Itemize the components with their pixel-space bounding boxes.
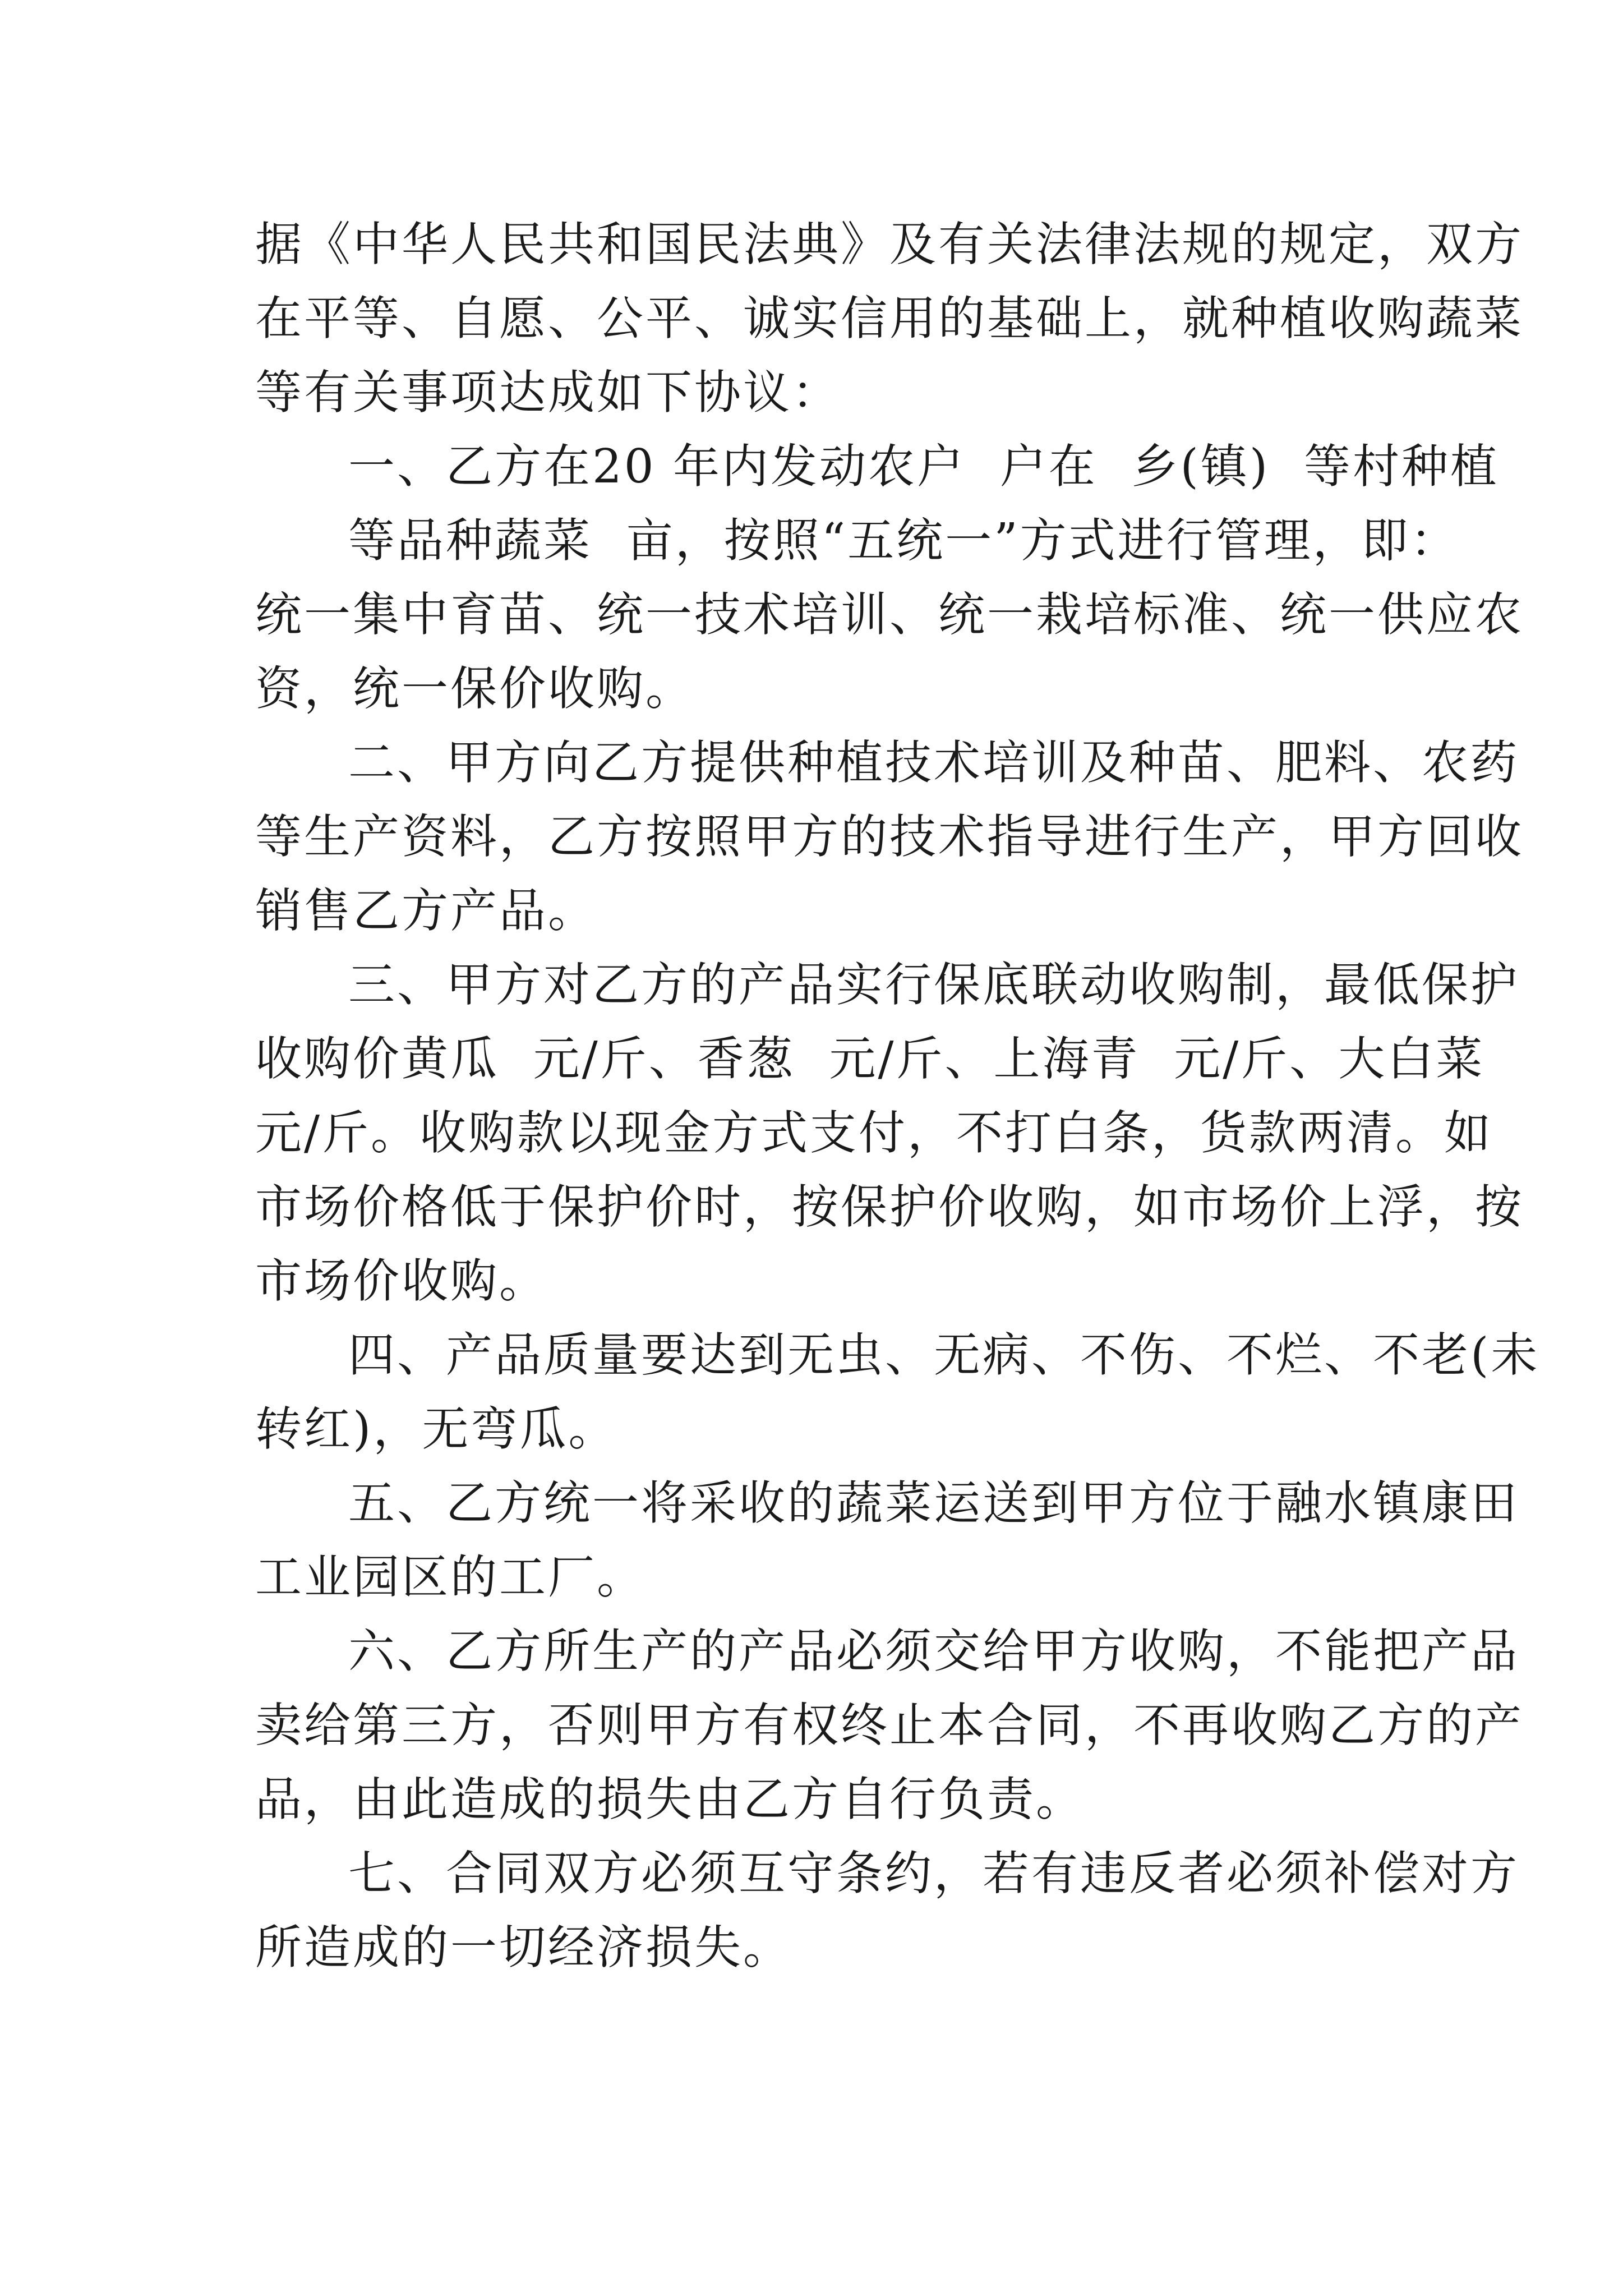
intro-paragraph [255,208,1524,430]
text-line: 据《中华人民共和国民法典》及有关法律法规的规定，双方 [255,217,1524,272]
text-line: 卖给第三方，否则甲方有权终止本合同，不再收购乙方的产 [255,1698,1524,1752]
text-line: 元/斤。收购款以现金方式支付，不打白条，货款两清。如 [255,1106,1493,1160]
clause-3-paragraph [255,948,1524,1318]
text-line: 销售乙方产品。 [255,884,597,938]
clause-1-continued-paragraph [255,578,1524,726]
text-line: 等品种蔬菜 亩，按照“五统一”方式进行管理，即： [348,513,1459,568]
clause-7-paragraph [255,1837,1519,1985]
text-line: 市场价格低于保护价时，按保护价收购，如市场价上浮，按 [255,1180,1524,1234]
document-page [255,208,1540,1985]
text-line: 品，由此造成的损失由乙方自行负责。 [255,1772,1085,1826]
text-line: 二、甲方向乙方提供种植技术培训及种苗、肥料、农药 [348,735,1519,790]
text-line: 市场价收购。 [255,1254,548,1308]
text-line: 三、甲方对乙方的产品实行保底联动收购制，最低保护 [348,958,1519,1012]
clause-5-paragraph [255,1466,1519,1614]
text-line: 一、乙方在20 年内发动农户 户在 乡(镇) 等村种植 [348,439,1500,494]
text-line: 六、乙方所生产的产品必须交给甲方收购，不能把产品 [348,1624,1519,1678]
text-line: 资，统一保价收购。 [255,661,694,716]
text-line: 收购价黄瓜 元/斤、香葱 元/斤、上海青 元/斤、大白菜 [255,1032,1485,1086]
clause-1-paragraph [255,430,1500,578]
clause-4-paragraph [255,1318,1540,1466]
text-line: 在平等、自愿、公平、诚实信用的基础上，就种植收购蔬菜 [255,291,1524,346]
clause-6-paragraph [255,1614,1524,1837]
clause-2-paragraph [255,726,1524,948]
text-line: 七、合同双方必须互守条约，若有违反者必须补偿对方 [348,1846,1519,1901]
text-line: 所造成的一切经济损失。 [255,1920,792,1975]
text-line: 等生产资料，乙方按照甲方的技术指导进行生产，甲方回收 [255,809,1524,864]
text-line: 工业园区的工厂。 [255,1550,645,1604]
text-line: 五、乙方统一将采收的蔬菜运送到甲方位于融水镇康田 [348,1476,1519,1530]
text-line: 四、产品质量要达到无虫、无病、不伤、不烂、不老(未 [348,1328,1540,1382]
text-line: 等有关事项达成如下协议： [255,365,841,420]
text-line: 转红)，无弯瓜。 [255,1402,617,1456]
text-line: 统一集中育苗、统一技术培训、统一栽培标准、统一供应农 [255,587,1524,642]
